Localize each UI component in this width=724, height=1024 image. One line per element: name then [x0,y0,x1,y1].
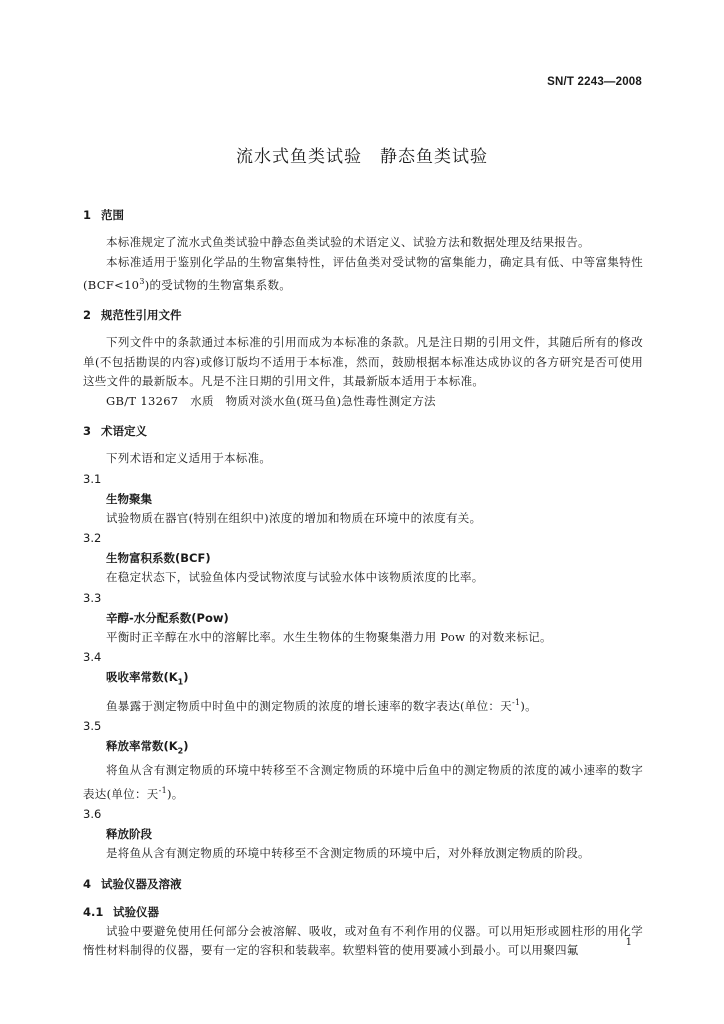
normative-reference: GB/T 13267 水质 物质对淡水鱼(斑马鱼)急性毒性测定方法 [106,393,436,408]
clause-number: 3.1 [83,471,102,486]
text-run: 吸收率常数(K [106,670,178,685]
page-number: 1 [625,937,632,948]
section-title: 术语定义 [101,424,147,439]
text-run: )的受试物的生物富集系数。 [144,277,292,292]
clause-number: 3.5 [83,718,102,733]
term-definition: 试验物质在器官(特别在组织中)浓度的增加和物质在环境中的浓度有关。 [106,510,482,525]
paragraph [83,253,643,296]
term-name: 生物富积系数(BCF) [106,551,211,566]
term-name [83,667,643,692]
section-1-heading [83,205,643,225]
superscript: 3 [139,277,145,286]
text-run: 本标准适用于鉴别化学品的生物富集特性，评估鱼类对受试物的富集能力，确定具有低、中等富集特性(BCF<10 [83,254,643,292]
term-definition: 是将鱼从含有测定物质的环境中转移至不含测定物质的环境中后，对外释放测定物质的阶段。 [106,846,590,861]
superscript: -1 [511,697,521,707]
text-run: )。 [520,698,537,713]
term-name [83,736,643,761]
document-body [83,205,643,961]
text-run: )。 [167,786,184,801]
clause-number: 3.2 [83,531,102,546]
paragraph: 下列术语和定义适用于本标准。 [106,451,272,466]
superscript: -1 [158,785,167,795]
doc-code: SN/T 2243—2008 [547,76,642,88]
paragraph: 下列文件中的条款通过本标准的引用而成为本标准的条款。凡是注日期的引用文件，其随后所有的修改单(不包括勘误的内容)或修订版均不适用于本标准，然而，鼓励根据本标准达成协议的各方研究是否可使用这些文件的最新版本。凡是不注日期的引用文件，其最新版本适用于本标准。 [83,335,643,389]
clause-number: 3.4 [83,650,102,665]
clause-number: 3.3 [83,590,102,605]
subsection-title: 试验仪器 [113,904,159,919]
clause-number: 3.6 [83,807,102,822]
subscript: 1 [177,677,184,687]
section-title: 规范性引用文件 [101,308,182,323]
term-definition [83,761,643,804]
term-name: 辛醇-水分配系数(Pow) [106,610,229,625]
subsection-4-1-heading [83,902,643,922]
section-2-heading [83,305,643,325]
term-definition [83,693,643,716]
term-name: 生物聚集 [106,491,152,506]
subsection-number: 4.1 [83,904,104,919]
section-number: 3 [83,424,92,439]
text-run: ) [183,738,189,753]
section-4-heading [83,874,643,894]
subscript: 2 [177,746,184,756]
section-number: 1 [83,208,92,222]
section-number: 4 [83,876,92,891]
text-run: 鱼暴露于测定物质中时鱼中的测定物质的浓度的增长速率的数字表达(单位：天 [106,698,512,713]
text-run: 将鱼从含有测定物质的环境中转移至不含测定物质的环境中后鱼中的测定物质的浓度的减小速率的数字表达(单位：天 [83,763,643,801]
page-title: 流水式鱼类试验 静态鱼类试验 [236,147,488,167]
section-3-heading [83,421,643,441]
term-definition: 平衡时正辛醇在水中的溶解比率。水生生物体的生物聚集潜力用 Pow 的对数来标记。 [106,629,552,644]
paragraph: 本标准规定了流水式鱼类试验中静态鱼类试验的术语定义、试验方法和数据处理及结果报告。 [106,235,590,249]
section-number: 2 [83,308,92,323]
term-name: 释放阶段 [106,827,152,842]
paragraph: 试验中要避免使用任何部分会被溶解、吸收，或对鱼有不利作用的仪器。可以用矩形或圆柱形的用化学惰性材料制得的仪器，要有一定的容积和装载率。软塑料管的使用要减小到最小。可以用聚四氟 [83,923,643,958]
text-run: ) [183,670,189,685]
term-definition: 在稳定状态下，试验鱼体内受试物浓度与试验水体中该物质浓度的比率。 [106,570,484,585]
section-title: 试验仪器及溶液 [101,876,182,891]
section-title: 范围 [101,208,124,222]
text-run: 释放率常数(K [106,738,178,753]
